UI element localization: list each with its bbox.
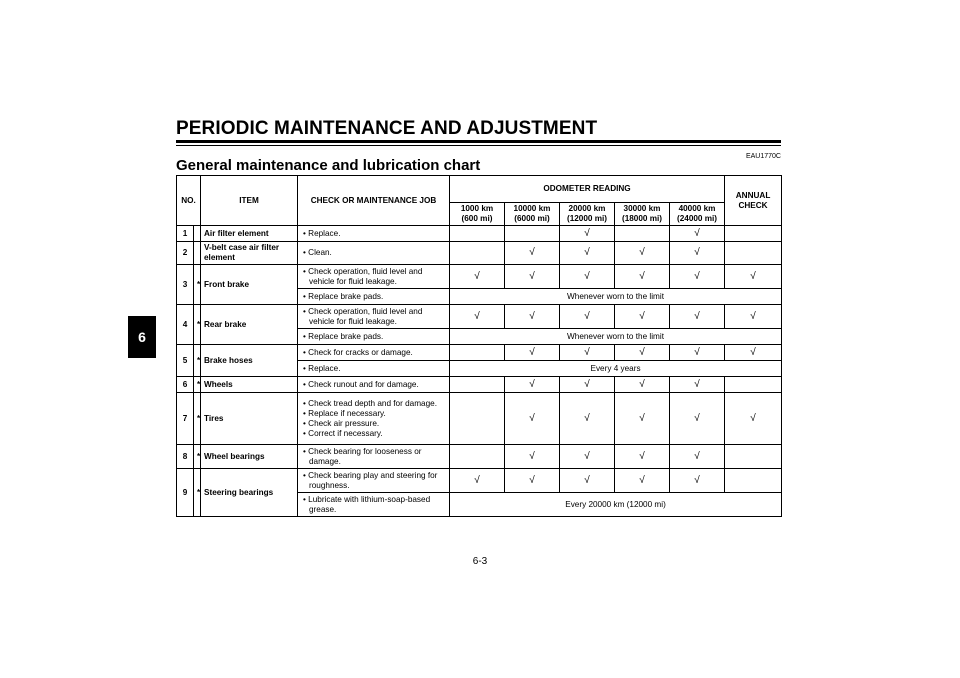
check-mark-cell: √ xyxy=(560,445,615,469)
header-odometer: ODOMETER READING xyxy=(450,176,725,203)
maintenance-job xyxy=(298,265,450,289)
job-line: • Check air pressure. xyxy=(301,419,446,429)
header-job: CHECK OR MAINTENANCE JOB xyxy=(298,176,450,226)
job-line: • Clean. xyxy=(301,248,446,258)
table-row xyxy=(177,445,782,469)
check-mark-cell: √ xyxy=(615,242,670,265)
item-name: Brake hoses xyxy=(201,345,298,377)
check-mark-cell: √ xyxy=(725,345,782,361)
check-mark-cell: √ xyxy=(560,345,615,361)
table-row xyxy=(177,377,782,393)
check-mark-cell: √ xyxy=(670,265,725,289)
header-interval xyxy=(505,203,560,226)
check-mark-cell: √ xyxy=(670,393,725,445)
header-interval xyxy=(560,203,615,226)
check-mark-cell xyxy=(450,226,505,242)
check-mark-cell: √ xyxy=(615,377,670,393)
check-mark-cell: √ xyxy=(725,265,782,289)
maintenance-job xyxy=(298,329,450,345)
dealer-service-star: * xyxy=(194,377,201,393)
item-name: Front brake xyxy=(201,265,298,305)
job-line: • Correct if necessary. xyxy=(301,429,446,439)
dealer-service-star: * xyxy=(194,445,201,469)
interval-km: 10000 km xyxy=(513,204,551,213)
table-row xyxy=(177,469,782,493)
page-number: 6-3 xyxy=(472,556,488,567)
check-mark-cell: √ xyxy=(505,469,560,493)
interval-mi: (6000 mi) xyxy=(514,214,550,223)
check-mark-cell xyxy=(450,377,505,393)
job-line: • Check runout and for damage. xyxy=(301,380,446,390)
interval-km: 20000 km xyxy=(568,204,606,213)
check-mark-cell: √ xyxy=(670,345,725,361)
header-interval xyxy=(670,203,725,226)
table-row xyxy=(177,345,782,361)
table-row xyxy=(177,265,782,289)
maintenance-job xyxy=(298,345,450,361)
header-interval xyxy=(450,203,505,226)
check-mark-cell: √ xyxy=(615,305,670,329)
check-mark-cell: √ xyxy=(450,469,505,493)
check-mark-cell: √ xyxy=(615,469,670,493)
job-line: • Check tread depth and for damage. xyxy=(301,399,446,409)
check-mark-cell xyxy=(725,445,782,469)
check-mark-cell xyxy=(505,226,560,242)
row-number: 4 xyxy=(177,305,194,345)
dealer-service-star: * xyxy=(194,345,201,377)
interval-note: Every 4 years xyxy=(450,361,782,377)
job-line: • Check operation, fluid level and vehicle for fluid leakage. xyxy=(301,307,446,327)
check-mark-cell xyxy=(450,242,505,265)
check-mark-cell: √ xyxy=(560,305,615,329)
maintenance-job xyxy=(298,361,450,377)
item-name: Steering bearings xyxy=(201,469,298,517)
job-line: • Check bearing for looseness or damage. xyxy=(301,447,446,467)
page-title: PERIODIC MAINTENANCE AND ADJUSTMENT xyxy=(176,118,598,139)
check-mark-cell: √ xyxy=(615,393,670,445)
row-number: 1 xyxy=(177,226,194,242)
check-mark-cell: √ xyxy=(505,242,560,265)
job-line: • Check operation, fluid level and vehicle for fluid leakage. xyxy=(301,267,446,287)
interval-km: 40000 km xyxy=(678,204,716,213)
interval-mi: (600 mi) xyxy=(461,214,493,223)
check-mark-cell: √ xyxy=(560,377,615,393)
check-mark-cell: √ xyxy=(615,445,670,469)
job-line: • Check for cracks or damage. xyxy=(301,348,446,358)
interval-note: Whenever worn to the limit xyxy=(450,329,782,345)
maintenance-job xyxy=(298,242,450,265)
check-mark-cell: √ xyxy=(505,445,560,469)
check-mark-cell: √ xyxy=(670,305,725,329)
check-mark-cell xyxy=(450,345,505,361)
maintenance-job xyxy=(298,445,450,469)
section-heading: General maintenance and lubrication chart xyxy=(176,157,481,174)
table-row xyxy=(177,242,782,265)
interval-km: 1000 km xyxy=(460,204,494,213)
job-line: • Lubricate with lithium-soap-based grease. xyxy=(301,495,446,515)
dealer-service-star: * xyxy=(194,393,201,445)
check-mark-cell: √ xyxy=(505,393,560,445)
dealer-service-star: * xyxy=(194,469,201,517)
interval-mi: (18000 mi) xyxy=(621,214,663,223)
check-mark-cell: √ xyxy=(725,393,782,445)
item-name: Wheels xyxy=(201,377,298,393)
check-mark-cell: √ xyxy=(505,345,560,361)
job-line: • Check bearing play and steering for roughness. xyxy=(301,471,446,491)
maintenance-job xyxy=(298,393,450,445)
item-name: Tires xyxy=(201,393,298,445)
check-mark-cell xyxy=(450,445,505,469)
check-mark-cell: √ xyxy=(670,242,725,265)
item-name: Rear brake xyxy=(201,305,298,345)
row-number: 8 xyxy=(177,445,194,469)
dealer-service-star: * xyxy=(194,265,201,305)
maintenance-job xyxy=(298,305,450,329)
row-number: 5 xyxy=(177,345,194,377)
check-mark-cell: √ xyxy=(505,305,560,329)
job-line: • Replace brake pads. xyxy=(301,292,446,302)
check-mark-cell: √ xyxy=(560,393,615,445)
header-no: NO. xyxy=(177,176,201,226)
check-mark-cell xyxy=(725,226,782,242)
interval-km: 30000 km xyxy=(623,204,661,213)
check-mark-cell: √ xyxy=(670,445,725,469)
interval-mi: (24000 mi) xyxy=(676,214,718,223)
check-mark-cell: √ xyxy=(560,265,615,289)
maintenance-job xyxy=(298,493,450,517)
interval-mi: (12000 mi) xyxy=(566,214,608,223)
maintenance-chart xyxy=(176,175,782,517)
check-mark-cell xyxy=(615,226,670,242)
title-rule xyxy=(176,140,781,143)
row-number: 7 xyxy=(177,393,194,445)
check-mark-cell: √ xyxy=(560,226,615,242)
row-number: 3 xyxy=(177,265,194,305)
check-mark-cell: √ xyxy=(560,469,615,493)
item-name: Air filter element xyxy=(201,226,298,242)
header-annual: ANNUAL CHECK xyxy=(725,176,782,226)
row-number: 9 xyxy=(177,469,194,517)
dealer-service-star: * xyxy=(194,305,201,345)
maintenance-job xyxy=(298,469,450,493)
check-mark-cell xyxy=(725,377,782,393)
job-line: • Replace. xyxy=(301,364,446,374)
dealer-service-star xyxy=(194,242,201,265)
table-row xyxy=(177,393,782,445)
check-mark-cell: √ xyxy=(615,345,670,361)
item-name: V-belt case air filter element xyxy=(201,242,298,265)
row-number: 6 xyxy=(177,377,194,393)
title-rule-thin xyxy=(176,145,781,146)
check-mark-cell: √ xyxy=(560,242,615,265)
maintenance-job xyxy=(298,226,450,242)
job-line: • Replace if necessary. xyxy=(301,409,446,419)
check-mark-cell: √ xyxy=(670,377,725,393)
check-mark-cell xyxy=(725,242,782,265)
header-interval xyxy=(615,203,670,226)
check-mark-cell: √ xyxy=(670,469,725,493)
check-mark-cell xyxy=(725,469,782,493)
check-mark-cell: √ xyxy=(725,305,782,329)
check-mark-cell: √ xyxy=(505,265,560,289)
row-number: 2 xyxy=(177,242,194,265)
doc-code: EAU1770C xyxy=(745,153,781,160)
dealer-service-star xyxy=(194,226,201,242)
check-mark-cell: √ xyxy=(505,377,560,393)
table-row xyxy=(177,305,782,329)
check-mark-cell: √ xyxy=(615,265,670,289)
header-item: ITEM xyxy=(201,176,298,226)
chapter-tab: 6 xyxy=(128,316,156,358)
check-mark-cell: √ xyxy=(670,226,725,242)
table-row xyxy=(177,226,782,242)
item-name: Wheel bearings xyxy=(201,445,298,469)
maintenance-job xyxy=(298,289,450,305)
check-mark-cell: √ xyxy=(450,305,505,329)
job-line: • Replace. xyxy=(301,229,446,239)
interval-note: Whenever worn to the limit xyxy=(450,289,782,305)
job-line: • Replace brake pads. xyxy=(301,332,446,342)
interval-note: Every 20000 km (12000 mi) xyxy=(450,493,782,517)
maintenance-job xyxy=(298,377,450,393)
check-mark-cell xyxy=(450,393,505,445)
check-mark-cell: √ xyxy=(450,265,505,289)
